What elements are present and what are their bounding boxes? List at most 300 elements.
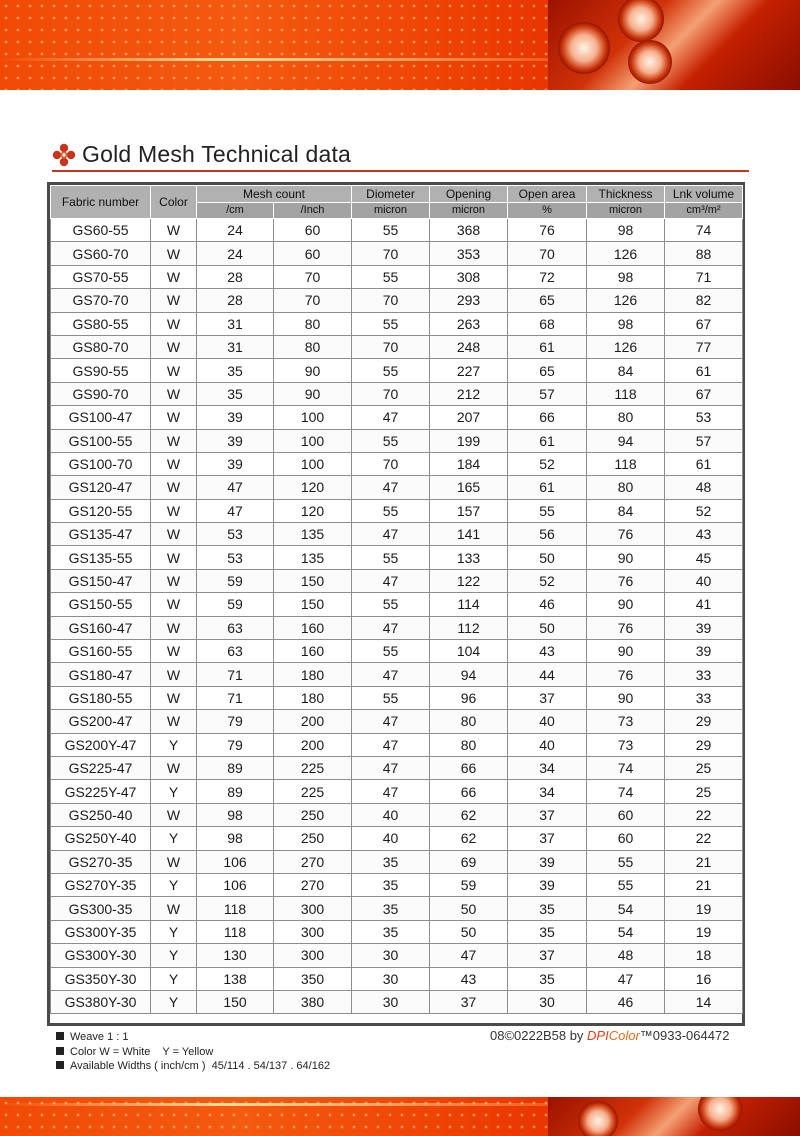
cell-mesh-inch: 300 — [274, 897, 352, 920]
cell-opening: 133 — [430, 546, 508, 569]
cell-ink-volume: 82 — [665, 289, 743, 312]
cell-ink-volume: 52 — [665, 499, 743, 522]
cell-ink-volume: 29 — [665, 733, 743, 756]
cell-opening: 37 — [430, 990, 508, 1013]
cell-open-area: 52 — [508, 452, 587, 475]
cell-color: W — [151, 382, 197, 405]
cell-mesh-inch: 160 — [274, 640, 352, 663]
cell-thickness: 48 — [587, 944, 665, 967]
cell-mesh-inch: 380 — [274, 990, 352, 1013]
table-row — [51, 780, 743, 803]
cell-ink-volume: 61 — [665, 359, 743, 382]
cell-ink-volume: 40 — [665, 569, 743, 592]
cell-diameter: 47 — [352, 616, 430, 639]
footnote-item — [56, 1059, 330, 1074]
cell-diameter: 55 — [352, 640, 430, 663]
cell-opening: 69 — [430, 850, 508, 873]
cell-fabric-number: GS135-47 — [51, 523, 151, 546]
cell-ink-volume: 53 — [665, 406, 743, 429]
cell-mesh-inch: 120 — [274, 476, 352, 499]
cell-color: W — [151, 616, 197, 639]
top-decorative-band — [0, 0, 800, 90]
cell-opening: 293 — [430, 289, 508, 312]
cell-ink-volume: 14 — [665, 990, 743, 1013]
table-row — [51, 686, 743, 709]
cell-open-area: 72 — [508, 265, 587, 288]
table-row — [51, 219, 743, 242]
page-title: Gold Mesh Technical data — [82, 141, 352, 167]
cell-diameter: 47 — [352, 523, 430, 546]
cell-thickness: 80 — [587, 476, 665, 499]
cell-open-area: 37 — [508, 686, 587, 709]
table-row — [51, 335, 743, 358]
cell-mesh-cm: 106 — [197, 873, 274, 896]
cell-fabric-number: GS90-70 — [51, 382, 151, 405]
table-row — [51, 944, 743, 967]
cell-mesh-cm: 79 — [197, 710, 274, 733]
cell-opening: 66 — [430, 756, 508, 779]
cell-opening: 62 — [430, 803, 508, 826]
footnote-item — [56, 1030, 330, 1045]
cell-mesh-cm: 71 — [197, 686, 274, 709]
red-flower-icon — [52, 143, 76, 167]
cell-mesh-inch: 70 — [274, 289, 352, 312]
cell-diameter: 30 — [352, 990, 430, 1013]
cell-mesh-cm: 39 — [197, 429, 274, 452]
cell-thickness: 73 — [587, 733, 665, 756]
cell-fabric-number: GS60-55 — [51, 219, 151, 242]
cell-opening: 114 — [430, 593, 508, 616]
cell-thickness: 76 — [587, 616, 665, 639]
cell-opening: 59 — [430, 873, 508, 896]
cell-fabric-number: GS300Y-35 — [51, 920, 151, 943]
cell-mesh-inch: 100 — [274, 452, 352, 475]
cell-color: W — [151, 803, 197, 826]
cell-mesh-cm: 118 — [197, 920, 274, 943]
cell-mesh-inch: 70 — [274, 265, 352, 288]
cell-mesh-cm: 98 — [197, 827, 274, 850]
band-light-streak — [0, 58, 560, 61]
cell-fabric-number: GS160-55 — [51, 640, 151, 663]
header-open-area: Open area — [508, 186, 587, 203]
cell-diameter: 47 — [352, 756, 430, 779]
cell-ink-volume: 22 — [665, 803, 743, 826]
credit-brand-dpi: DPI — [587, 1028, 609, 1043]
footnote-widths: Available Widths ( inch/cm ) 45/114 . 54/137 . 64/162 — [70, 1060, 331, 1072]
cell-color: Y — [151, 780, 197, 803]
cell-ink-volume: 21 — [665, 873, 743, 896]
header-diameter-unit: micron — [352, 203, 430, 219]
cell-ink-volume: 88 — [665, 242, 743, 265]
cell-fabric-number: GS200Y-47 — [51, 733, 151, 756]
header-diameter: Diometer — [352, 186, 430, 203]
cell-mesh-inch: 300 — [274, 944, 352, 967]
header-ink-volume: Lnk volume — [665, 186, 743, 203]
cell-opening: 212 — [430, 382, 508, 405]
cell-mesh-cm: 24 — [197, 242, 274, 265]
cell-color: Y — [151, 944, 197, 967]
credit-prefix: 08©0222B58 by — [490, 1028, 588, 1043]
cell-diameter: 40 — [352, 827, 430, 850]
cell-open-area: 46 — [508, 593, 587, 616]
cell-opening: 43 — [430, 967, 508, 990]
cell-diameter: 35 — [352, 897, 430, 920]
cell-ink-volume: 77 — [665, 335, 743, 358]
table-row — [51, 616, 743, 639]
cell-color: W — [151, 850, 197, 873]
cell-opening: 50 — [430, 897, 508, 920]
cell-thickness: 73 — [587, 710, 665, 733]
cell-mesh-cm: 89 — [197, 756, 274, 779]
cell-mesh-inch: 250 — [274, 803, 352, 826]
cell-opening: 62 — [430, 827, 508, 850]
cell-mesh-cm: 89 — [197, 780, 274, 803]
cell-diameter: 47 — [352, 476, 430, 499]
cell-fabric-number: GS80-70 — [51, 335, 151, 358]
cell-open-area: 30 — [508, 990, 587, 1013]
cell-thickness: 60 — [587, 827, 665, 850]
cell-color: W — [151, 569, 197, 592]
cell-diameter: 70 — [352, 335, 430, 358]
cell-fabric-number: GS135-55 — [51, 546, 151, 569]
cell-ink-volume: 33 — [665, 686, 743, 709]
cell-diameter: 40 — [352, 803, 430, 826]
cell-fabric-number: GS100-55 — [51, 429, 151, 452]
cell-mesh-inch: 200 — [274, 733, 352, 756]
table-row — [51, 265, 743, 288]
cell-diameter: 35 — [352, 920, 430, 943]
cell-diameter: 55 — [352, 312, 430, 335]
cell-mesh-cm: 150 — [197, 990, 274, 1013]
cell-diameter: 47 — [352, 710, 430, 733]
cell-ink-volume: 19 — [665, 897, 743, 920]
cell-thickness: 46 — [587, 990, 665, 1013]
cell-mesh-inch: 150 — [274, 569, 352, 592]
cell-ink-volume: 39 — [665, 640, 743, 663]
cell-diameter: 55 — [352, 265, 430, 288]
cell-mesh-inch: 225 — [274, 756, 352, 779]
cell-color: W — [151, 335, 197, 358]
cell-fabric-number: GS380Y-30 — [51, 990, 151, 1013]
cell-color: W — [151, 406, 197, 429]
cell-opening: 184 — [430, 452, 508, 475]
cell-fabric-number: GS270Y-35 — [51, 873, 151, 896]
cell-mesh-cm: 47 — [197, 499, 274, 522]
cell-fabric-number: GS225-47 — [51, 756, 151, 779]
header-open-area-unit: % — [508, 203, 587, 219]
table-row — [51, 476, 743, 499]
cell-opening: 263 — [430, 312, 508, 335]
cell-open-area: 52 — [508, 569, 587, 592]
cell-opening: 66 — [430, 780, 508, 803]
cell-fabric-number: GS200-47 — [51, 710, 151, 733]
cell-color: W — [151, 429, 197, 452]
cell-thickness: 94 — [587, 429, 665, 452]
cell-thickness: 98 — [587, 265, 665, 288]
cell-mesh-inch: 270 — [274, 850, 352, 873]
cell-color: W — [151, 686, 197, 709]
cell-thickness: 74 — [587, 780, 665, 803]
cell-color: W — [151, 593, 197, 616]
cell-thickness: 76 — [587, 523, 665, 546]
cell-color: W — [151, 242, 197, 265]
cell-mesh-cm: 118 — [197, 897, 274, 920]
cell-mesh-inch: 80 — [274, 335, 352, 358]
cell-fabric-number: GS70-70 — [51, 289, 151, 312]
mesh-data-table — [50, 185, 743, 1014]
cell-opening: 47 — [430, 944, 508, 967]
cell-open-area: 40 — [508, 733, 587, 756]
table-row — [51, 359, 743, 382]
cell-color: W — [151, 499, 197, 522]
table-row — [51, 803, 743, 826]
cell-mesh-inch: 180 — [274, 686, 352, 709]
cell-thickness: 74 — [587, 756, 665, 779]
cell-mesh-inch: 100 — [274, 429, 352, 452]
cell-mesh-cm: 24 — [197, 219, 274, 242]
cell-opening: 122 — [430, 569, 508, 592]
cell-color: W — [151, 476, 197, 499]
cell-mesh-inch: 180 — [274, 663, 352, 686]
cell-mesh-cm: 53 — [197, 546, 274, 569]
cell-open-area: 66 — [508, 406, 587, 429]
cell-diameter: 70 — [352, 242, 430, 265]
cell-opening: 80 — [430, 733, 508, 756]
cell-ink-volume: 41 — [665, 593, 743, 616]
cell-ink-volume: 74 — [665, 219, 743, 242]
cell-mesh-cm: 106 — [197, 850, 274, 873]
cell-mesh-inch: 100 — [274, 406, 352, 429]
band-dot-pattern — [0, 0, 560, 90]
roller-image — [578, 1101, 618, 1136]
cell-mesh-cm: 35 — [197, 359, 274, 382]
cell-open-area: 35 — [508, 897, 587, 920]
cell-thickness: 90 — [587, 546, 665, 569]
cell-diameter: 70 — [352, 289, 430, 312]
cell-opening: 207 — [430, 406, 508, 429]
cell-fabric-number: GS70-55 — [51, 265, 151, 288]
table-row — [51, 499, 743, 522]
cell-diameter: 55 — [352, 546, 430, 569]
table-row — [51, 733, 743, 756]
roller-image — [558, 22, 610, 74]
cell-color: W — [151, 640, 197, 663]
cell-fabric-number: GS150-55 — [51, 593, 151, 616]
cell-fabric-number: GS225Y-47 — [51, 780, 151, 803]
cell-thickness: 98 — [587, 219, 665, 242]
footnote-color: Color W = White Y = Yellow — [70, 1045, 214, 1058]
cell-fabric-number: GS80-55 — [51, 312, 151, 335]
table-row — [51, 967, 743, 990]
header-opening: Opening — [430, 186, 508, 203]
cell-mesh-inch: 135 — [274, 546, 352, 569]
cell-ink-volume: 71 — [665, 265, 743, 288]
cell-mesh-inch: 90 — [274, 359, 352, 382]
cell-thickness: 98 — [587, 312, 665, 335]
cell-mesh-inch: 60 — [274, 242, 352, 265]
table-row — [51, 897, 743, 920]
cell-ink-volume: 48 — [665, 476, 743, 499]
printing-roller-photo — [548, 1097, 800, 1136]
cell-mesh-cm: 63 — [197, 640, 274, 663]
cell-open-area: 56 — [508, 523, 587, 546]
cell-color: W — [151, 523, 197, 546]
cell-color: Y — [151, 827, 197, 850]
cell-mesh-cm: 98 — [197, 803, 274, 826]
cell-mesh-cm: 130 — [197, 944, 274, 967]
cell-fabric-number: GS100-47 — [51, 406, 151, 429]
cell-opening: 199 — [430, 429, 508, 452]
cell-opening: 368 — [430, 219, 508, 242]
cell-mesh-cm: 59 — [197, 593, 274, 616]
cell-thickness: 90 — [587, 593, 665, 616]
table-row — [51, 640, 743, 663]
cell-ink-volume: 16 — [665, 967, 743, 990]
header-opening-unit: micron — [430, 203, 508, 219]
cell-open-area: 65 — [508, 359, 587, 382]
print-credit — [490, 1028, 729, 1043]
cell-color: W — [151, 265, 197, 288]
cell-open-area: 55 — [508, 499, 587, 522]
table-row — [51, 523, 743, 546]
cell-mesh-inch: 80 — [274, 312, 352, 335]
cell-thickness: 126 — [587, 242, 665, 265]
cell-opening: 50 — [430, 920, 508, 943]
roller-image — [698, 1097, 742, 1131]
cell-diameter: 30 — [352, 967, 430, 990]
cell-thickness: 126 — [587, 335, 665, 358]
table-header — [51, 186, 743, 219]
footnote-weave: Weave 1 : 1 — [70, 1031, 129, 1043]
cell-open-area: 40 — [508, 710, 587, 733]
bullet-square-icon — [56, 1032, 64, 1040]
cell-mesh-cm: 79 — [197, 733, 274, 756]
table-row — [51, 710, 743, 733]
band-light-streak — [0, 1103, 560, 1106]
header-mesh-inch-unit: /Inch — [274, 203, 352, 219]
cell-fabric-number: GS60-70 — [51, 242, 151, 265]
cell-mesh-inch: 350 — [274, 967, 352, 990]
cell-color: W — [151, 452, 197, 475]
cell-open-area: 61 — [508, 429, 587, 452]
header-mesh-count: Mesh count — [197, 186, 352, 203]
cell-color: Y — [151, 873, 197, 896]
cell-thickness: 54 — [587, 920, 665, 943]
cell-mesh-inch: 150 — [274, 593, 352, 616]
cell-fabric-number: GS150-47 — [51, 569, 151, 592]
cell-diameter: 47 — [352, 780, 430, 803]
cell-fabric-number: GS180-47 — [51, 663, 151, 686]
cell-open-area: 76 — [508, 219, 587, 242]
cell-mesh-cm: 28 — [197, 265, 274, 288]
cell-ink-volume: 22 — [665, 827, 743, 850]
cell-thickness: 84 — [587, 499, 665, 522]
cell-ink-volume: 57 — [665, 429, 743, 452]
cell-open-area: 34 — [508, 780, 587, 803]
table-row — [51, 429, 743, 452]
cell-diameter: 55 — [352, 219, 430, 242]
cell-diameter: 55 — [352, 593, 430, 616]
cell-color: W — [151, 359, 197, 382]
cell-opening: 94 — [430, 663, 508, 686]
cell-thickness: 60 — [587, 803, 665, 826]
cell-color: Y — [151, 967, 197, 990]
cell-ink-volume: 67 — [665, 312, 743, 335]
cell-mesh-cm: 39 — [197, 406, 274, 429]
cell-mesh-cm: 71 — [197, 663, 274, 686]
footnote-item — [56, 1045, 330, 1060]
cell-diameter: 47 — [352, 663, 430, 686]
cell-open-area: 50 — [508, 546, 587, 569]
cell-open-area: 44 — [508, 663, 587, 686]
cell-thickness: 90 — [587, 686, 665, 709]
title-divider — [52, 170, 749, 172]
table-row — [51, 663, 743, 686]
cell-mesh-inch: 60 — [274, 219, 352, 242]
header-color: Color — [151, 186, 197, 219]
roller-image — [628, 40, 672, 84]
cell-color: W — [151, 663, 197, 686]
cell-ink-volume: 25 — [665, 756, 743, 779]
table-row — [51, 920, 743, 943]
cell-ink-volume: 43 — [665, 523, 743, 546]
cell-opening: 248 — [430, 335, 508, 358]
cell-mesh-inch: 90 — [274, 382, 352, 405]
technical-data-table — [47, 182, 745, 1026]
printing-roller-photo — [548, 0, 800, 90]
table-row — [51, 827, 743, 850]
table-row — [51, 452, 743, 475]
table-row — [51, 546, 743, 569]
cell-opening: 227 — [430, 359, 508, 382]
header-mesh-cm-unit: /cm — [197, 203, 274, 219]
cell-fabric-number: GS350Y-30 — [51, 967, 151, 990]
cell-ink-volume: 25 — [665, 780, 743, 803]
cell-open-area: 61 — [508, 476, 587, 499]
cell-color: Y — [151, 990, 197, 1013]
cell-thickness: 84 — [587, 359, 665, 382]
cell-open-area: 65 — [508, 289, 587, 312]
header-ink-volume-unit: cm³/m² — [665, 203, 743, 219]
cell-fabric-number: GS180-55 — [51, 686, 151, 709]
cell-fabric-number: GS100-70 — [51, 452, 151, 475]
cell-open-area: 37 — [508, 803, 587, 826]
cell-mesh-cm: 59 — [197, 569, 274, 592]
cell-color: W — [151, 546, 197, 569]
cell-mesh-cm: 53 — [197, 523, 274, 546]
cell-fabric-number: GS250Y-40 — [51, 827, 151, 850]
cell-ink-volume: 67 — [665, 382, 743, 405]
cell-color: W — [151, 756, 197, 779]
cell-open-area: 37 — [508, 827, 587, 850]
table-row — [51, 990, 743, 1013]
cell-opening: 104 — [430, 640, 508, 663]
cell-mesh-inch: 200 — [274, 710, 352, 733]
cell-opening: 141 — [430, 523, 508, 546]
cell-mesh-inch: 160 — [274, 616, 352, 639]
cell-diameter: 30 — [352, 944, 430, 967]
cell-open-area: 34 — [508, 756, 587, 779]
cell-thickness: 76 — [587, 663, 665, 686]
cell-diameter: 47 — [352, 569, 430, 592]
cell-ink-volume: 21 — [665, 850, 743, 873]
cell-mesh-cm: 31 — [197, 335, 274, 358]
cell-thickness: 118 — [587, 452, 665, 475]
cell-ink-volume: 29 — [665, 710, 743, 733]
cell-opening: 80 — [430, 710, 508, 733]
cell-mesh-cm: 138 — [197, 967, 274, 990]
cell-fabric-number: GS120-55 — [51, 499, 151, 522]
